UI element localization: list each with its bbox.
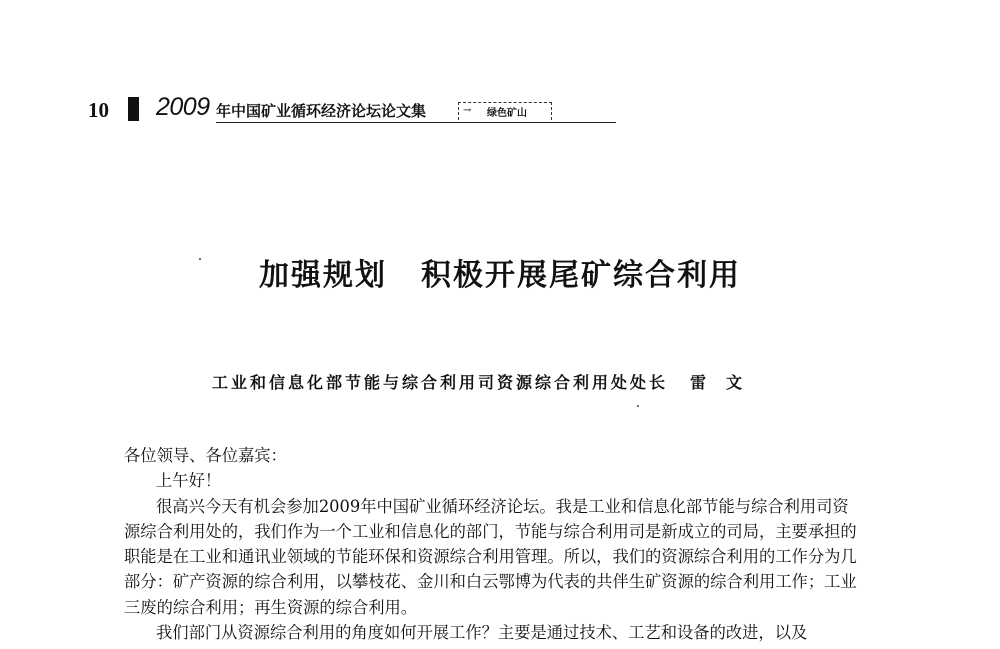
arrow-icon: →: [463, 105, 472, 116]
journal-year: 2009: [156, 93, 210, 121]
page-number: 10: [88, 98, 109, 122]
author-byline: [212, 370, 762, 393]
title-part-1: 加强规划: [259, 258, 387, 293]
scan-speck: [637, 405, 639, 407]
author-affiliation: 工业和信息化部节能与综合利用司资源综合利用处处长: [212, 373, 669, 392]
paragraph-1: 很高兴今天有机会参加2009年中国矿业循环经济论坛。我是工业和信息化部节能与综合利用司资源综合利用处的，我们作为一个工业和信息化的部门，节能与综合利用司是新成立的司局，主要承担的职能是在工业和通讯业领域的节能环保和资源综合利用管理。所以，我们的资源综合利用的工作分为几部分：矿产资源的综合利用，以攀枝花、金川和白云鄂博为代表的共伴生矿资源的综合利用工作；工业三废的综合利用；再生资源的综合利用。: [124, 496, 857, 617]
author-name: 雷文: [690, 373, 763, 392]
greeting: 上午好！: [156, 471, 222, 491]
header-rule: [216, 122, 616, 123]
article-body: [124, 443, 864, 645]
title-part-2: 积极开展尾矿综合利用: [421, 258, 741, 293]
article-title: [0, 250, 1000, 294]
logo-text: 绿色矿山: [487, 108, 527, 119]
journal-title: 年中国矿业循环经济论坛论文集: [216, 102, 427, 120]
green-mine-logo: [458, 102, 552, 120]
header-black-bar: [128, 97, 139, 121]
running-header: [88, 92, 616, 126]
paragraph-2: 我们部门从资源综合利用的角度如何开展工作？主要是通过技术、工艺和设备的改进，以及: [156, 623, 808, 643]
salutation: 各位领导、各位嘉宾：: [124, 446, 287, 465]
